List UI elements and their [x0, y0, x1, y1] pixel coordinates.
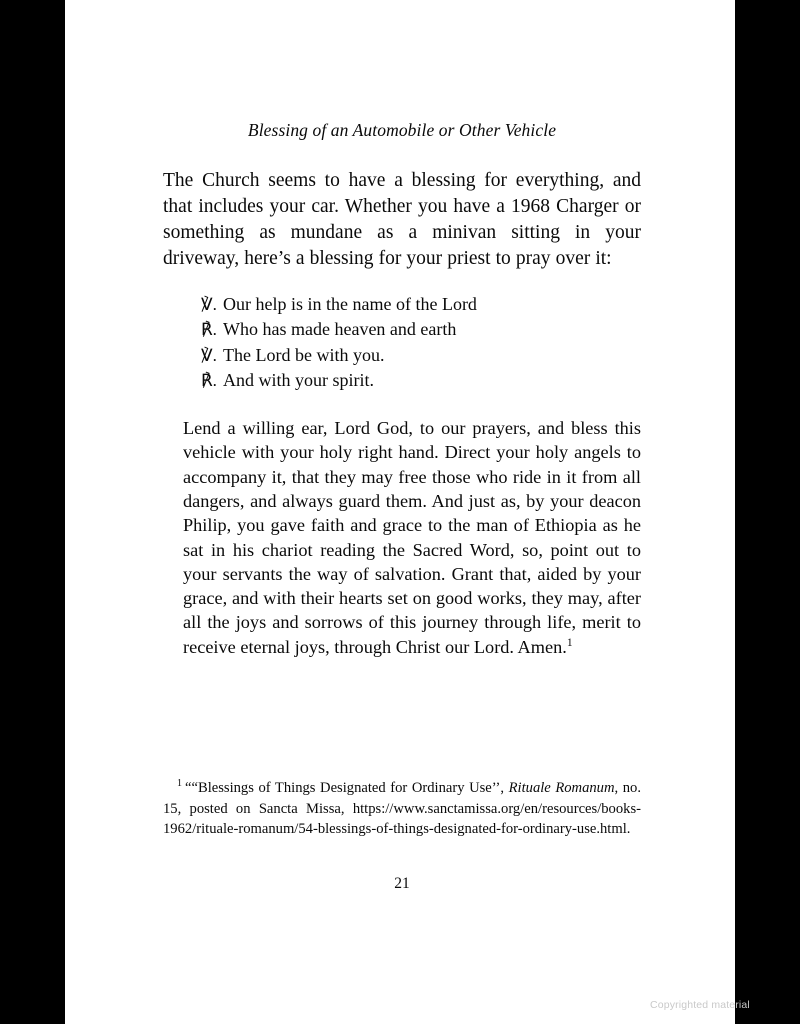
versicle-response-text: And with your spirit. [223, 370, 374, 391]
page-number: 21 [394, 875, 410, 892]
versicle-icon: ℣. [201, 294, 217, 314]
versicle-response-line [163, 368, 641, 394]
page-sheet [65, 0, 735, 1024]
page-text-block [163, 0, 641, 659]
versicle-response-block [163, 273, 641, 394]
footnote-text-part1: ““Blessings of Things Designated for Ordinary Use’’, [185, 780, 509, 796]
versicle-response-line [163, 317, 641, 343]
prayer-text: Lend a willing ear, Lord God, to our prayers, and bless this vehicle with your holy right hand. Direct your holy angels to accompany it, that they may free those who ride in it from all dangers, and always guard them. And just as, by your deacon Philip, you gave faith and grace to the man of Ethiopia as he sat in his chariot reading the Sacred Word, so, point out to your servants the way of salvation. Grant that, aided by your grace, and with their hearts set on good works, they may, after all the joys and sorrows of this journey through life, merit to receive eternal joys, through Christ our Lord. Amen. [183, 418, 641, 657]
copyright-watermark: Copyrighted material [650, 999, 750, 1011]
prayer-paragraph [163, 394, 641, 659]
footnote-source-title: Rituale Romanum [508, 780, 615, 796]
versicle-response-text: Who has made heaven and earth [223, 319, 457, 340]
page-title: Blessing of an Automobile or Other Vehicle [247, 120, 557, 140]
versicle-response-text: The Lord be with you. [223, 344, 385, 365]
footnote-text-part2: , no. 15, posted on Sancta Missa, https://www.sanctamissa.org/en/resources/books-1962/rituale-romanum/54-blessings-of-things-designated-for-ordinary-use.html. [163, 780, 641, 837]
versicle-response-text: Our help is in the name of the Lord [223, 293, 477, 314]
response-icon: ℟. [201, 320, 217, 340]
versicle-response-line [163, 292, 641, 318]
intro-paragraph: The Church seems to have a blessing for everything, and that includes your car. Whether you have a 1968 Charger or something as mundane as a minivan sitting in your driveway, here’s a blessing for your priest to pray over it: [163, 169, 641, 270]
versicle-response-line [163, 343, 641, 369]
response-icon: ℟. [201, 371, 217, 391]
footnote-number: 1 [177, 778, 182, 790]
versicle-icon: ℣. [201, 345, 217, 365]
footnote-reference-marker: 1 [566, 636, 573, 649]
footnote [163, 778, 641, 840]
